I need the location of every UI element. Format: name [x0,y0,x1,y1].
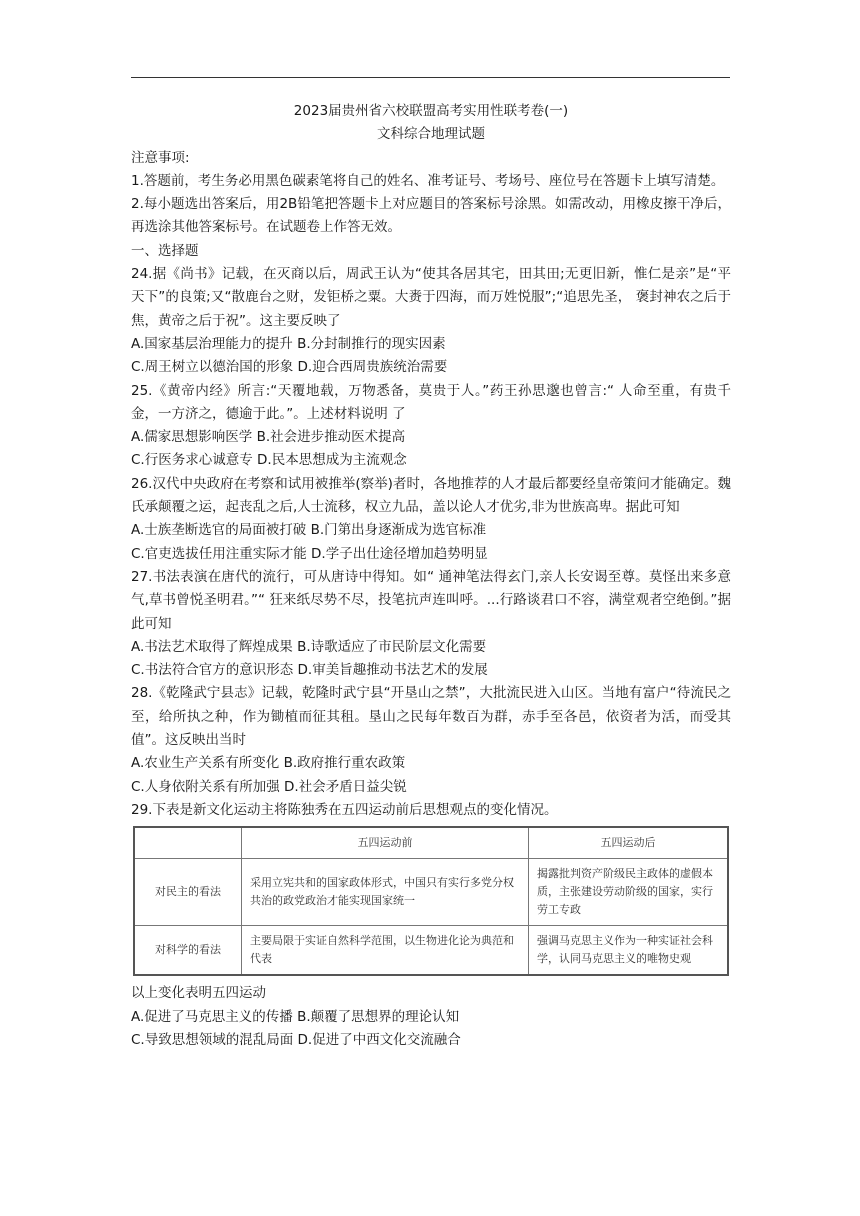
option-line: A.促进了马克思主义的传播 B.颠覆了思想界的理论认知 [131,1008,460,1025]
table-header-cell [134,827,242,859]
notice-item: 2.每小题选出答案后，用2B铅笔把答题卡上对应题目的答案标号涂黑。如需改动，用橡皮擦干净后，再选涂其他答案标号。在试题卷上作答无效。 [131,196,731,236]
table-row-label: 对民主的看法 [134,859,242,926]
option-line: C.官吏选拔任用注重实际才能 D.学子出仕途径增加趋势明显 [131,545,488,562]
question-26 [131,473,731,566]
question-25 [131,380,731,473]
table-header-cell: 五四运动前 [242,827,529,859]
question-stem: 28.《乾隆武宁县志》记载，乾隆时武宁县“开垦山之禁”，大批流民进入山区。当地有富户“待流民之至，给所执之种，作为锄植而征其租。垦山之民每年数百为群，赤手至各邑，依资者为活，而受其值”。这反映出当时 [131,685,731,749]
comparison-table [133,826,729,976]
table-header-cell: 五四运动后 [529,827,729,859]
table-cell: 采用立宪共和的国家政体形式，中国只有实行多党分权共治的政党政治才能实现国家统一 [242,859,529,926]
table-cell: 主要局限于实证自然科学范围，以生物进化论为典范和代表 [242,926,529,976]
table-row-label: 对科学的看法 [134,926,242,976]
question-28 [131,682,731,798]
option-line: C.行医务求心诚意专 D.民本思想成为主流观念 [131,452,407,469]
exam-subtitle: 文科综合地理试题 [377,126,485,143]
option-line: A.士族垄断选官的局面被打破 B.门第出身逐渐成为选官标准 [131,522,487,539]
table-row [134,859,728,926]
table-cell: 揭露批判资产阶级民主政体的虚假本质，主张建设劳动阶级的国家，实行劳工专政 [529,859,729,926]
notice-item: 1.答题前，考生务必用黑色碳素笔将自己的姓名、准考证号、考场号、座位号在答题卡上填写清楚。 [131,172,725,189]
question-stem: 24.据《尚书》记载，在灭商以后，周武王认为“使其各居其宅，田其田;无更旧新，惟仁是亲”是“平天下”的良策;又“散鹿台之财，发钜桥之粟。大赉于四海，而万姓悦服”;“追思先圣， 褒封神农之后于焦，黄帝之后于祝”。这主要反映了 [131,266,731,329]
question-stem: 25.《黄帝内经》所言:“天覆地载，万物悉备，莫贵于人。”药王孙思邈也曾言:“ 人命至重，有贵千金，一方济之，德逾于此。”。上述材料说明 了 [131,382,731,422]
option-line: A.农业生产关系有所变化 B.政府推行重农政策 [131,755,406,772]
option-line: C.导致思想领域的混乱局面 D.促进了中西文化交流融合 [131,1031,461,1048]
option-line: A.儒家思想影响医学 B.社会进步推动医术提高 [131,429,406,446]
question-followup: 以上变化表明五四运动 [131,985,266,1002]
section-title: 一、选择题 [131,242,199,259]
exam-title: 2023届贵州省六校联盟高考实用性联考卷(一) [293,103,569,119]
exam-page [131,100,731,1052]
question-29 [131,799,731,1052]
notice-heading: 注意事项: [131,149,190,166]
question-stem: 27.书法表演在唐代的流行，可从唐诗中得知。如“ 通神笔法得玄门,亲人长安谒至尊。莫怪出来多意气,草书曾悦圣明君。”“ 狂来纸尽势不尽，投笔抗声连叫呼。...行路谈君口不容，满堂观者空绝倒。”据此可知 [131,568,731,632]
question-stem: 26.汉代中央政府在考察和试用被推举(察举)者时，各地推荐的人才最后都要经皇帝策问才能确定。魏氏承颠覆之运，起丧乱之后,人士流移，权立九品，盖以论人才优劣,非为世族高卑。据此可知 [131,475,731,516]
top-rule [131,77,730,78]
table-cell: 强调马克思主义作为一种实证社会科学，认同马克思主义的唯物史观 [529,926,729,976]
question-24 [131,263,731,379]
table-header-row [134,827,728,859]
option-line: A.书法艺术取得了辉煌成果 B.诗歌适应了市民阶层文化需要 [131,638,487,655]
question-27 [131,566,731,682]
table-row [134,926,728,976]
option-line: C.周王树立以德治国的形象 D.迎合西周贵族统治需要 [131,359,448,376]
option-line: C.人身依附关系有所加强 D.社会矛盾日益尖锐 [131,778,407,795]
question-stem: 29.下表是新文化运动主将陈独秀在五四运动前后思想观点的变化情况。 [131,801,558,818]
option-line: C.书法符合官方的意识形态 D.审美旨趣推动书法艺术的发展 [131,662,488,679]
option-line: A.国家基层治理能力的提升 B.分封制推行的现实因素 [131,335,446,352]
